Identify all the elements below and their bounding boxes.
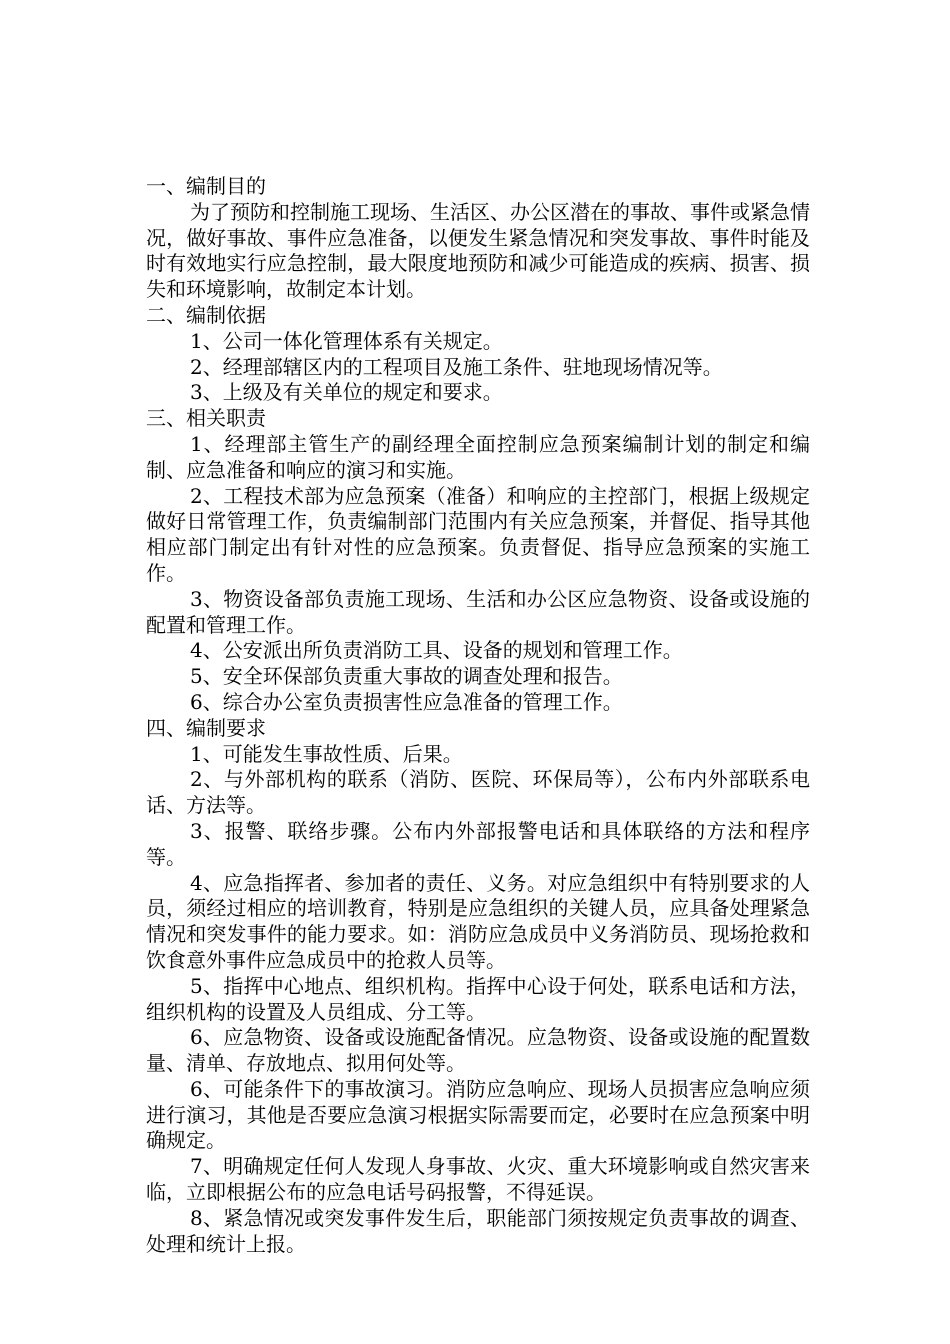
paragraph: 8、紧急情况或突发事件发生后，职能部门须按规定负责事故的调查、处理和统计上报。	[146, 1205, 810, 1256]
paragraph: 4、公安派出所负责消防工具、设备的规划和管理工作。	[190, 638, 683, 663]
paragraph: 3、报警、联络步骤。公布内外部报警电话和具体联络的方法和程序等。	[146, 818, 810, 869]
paragraph: 2、经理部辖区内的工程项目及施工条件、驻地现场情况等。	[190, 354, 723, 379]
section-basis	[146, 303, 810, 406]
paragraph: 2、工程技术部为应急预案（准备）和响应的主控部门，根据上级规定做好日常管理工作，负责编制部门范围内有关应急预案，并督促、指导其他相应部门制定出有针对性的应急预案。负责督促、指导应急预案的实施工作。	[146, 483, 810, 585]
paragraph: 5、指挥中心地点、组织机构。指挥中心设于何处，联系电话和方法，组织机构的设置及人员组成、分工等。	[146, 973, 810, 1024]
section-heading: 三、相关职责	[146, 406, 266, 431]
paragraph: 3、物资设备部负责施工现场、生活和办公区应急物资、设备或设施的配置和管理工作。	[146, 586, 810, 637]
section-heading: 一、编制目的	[146, 174, 266, 198]
paragraph: 为了预防和控制施工现场、生活区、办公区潜在的事故、事件或紧急情况，做好事故、事件应急准备，以便发生紧急情况和突发事故、事件时能及时有效地实行应急控制，最大限度地预防和减少可能造成的疾病、损害、损失和环境影响，故制定本计划。	[146, 199, 810, 302]
paragraph: 6、综合办公室负责损害性应急准备的管理工作。	[190, 689, 623, 714]
paragraph: 2、与外部机构的联系（消防、医院、环保局等），公布内外部联系电话、方法等。	[146, 767, 810, 818]
section-heading: 四、编制要求	[146, 715, 266, 740]
paragraph: 7、明确规定任何人发现人身事故、火灾、重大环境影响或自然灾害来临，立即根据公布的应急电话号码报警，不得延误。	[146, 1154, 810, 1205]
section-heading: 二、编制依据	[146, 302, 266, 327]
section-responsibilities	[146, 406, 810, 716]
paragraph: 1、可能发生事故性质、后果。	[190, 741, 463, 766]
document-page	[146, 174, 810, 1257]
paragraph: 3、上级及有关单位的规定和要求。	[190, 380, 503, 405]
paragraph: 5、安全环保部负责重大事故的调查处理和报告。	[190, 664, 623, 689]
paragraph: 1、经理部主管生产的副经理全面控制应急预案编制计划的制定和编制、应急准备和响应的演习和实施。	[146, 431, 810, 482]
paragraph: 1、公司一体化管理体系有关规定。	[190, 328, 503, 353]
paragraph: 4、应急指挥者、参加者的责任、义务。对应急组织中有特别要求的人员，须经过相应的培训教育，特别是应急组织的关键人员，应具备处理紧急情况和突发事件的能力要求。如：消防应急成员中义务消防员、现场抢救和饮食意外事件应急成员中的抢救人员等。	[146, 870, 810, 972]
paragraph: 6、可能条件下的事故演习。消防应急响应、现场人员损害应急响应须进行演习，其他是否要应急演习根据实际需要而定，必要时在应急预案中明确规定。	[146, 1076, 810, 1153]
section-purpose	[146, 174, 810, 303]
section-requirements	[146, 716, 810, 1258]
paragraph: 6、应急物资、设备或设施配备情况。应急物资、设备或设施的配置数量、清单、存放地点、拟用何处等。	[146, 1025, 810, 1076]
